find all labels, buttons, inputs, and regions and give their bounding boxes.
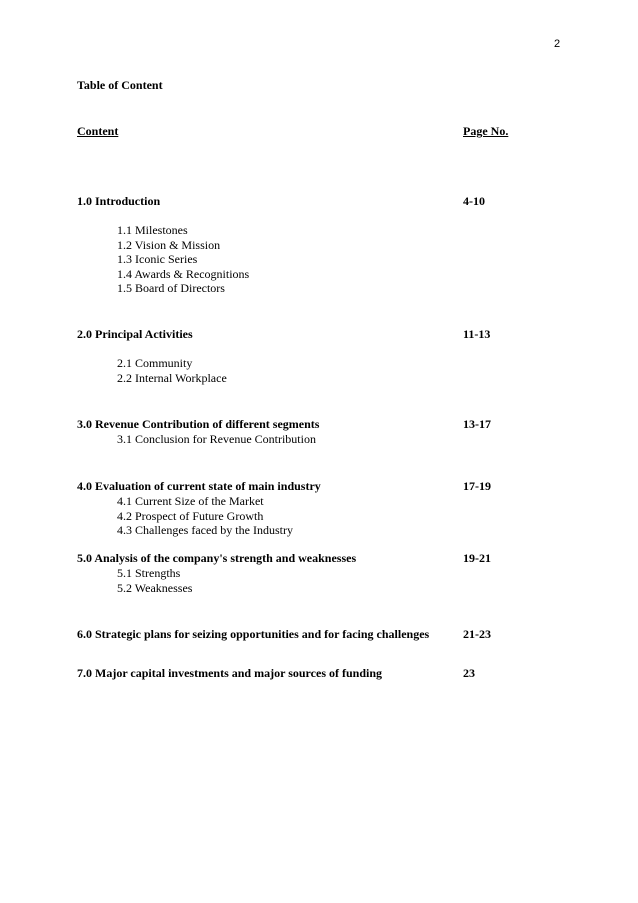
section-heading: 6.0 Strategic plans for seizing opportunities and for facing challenges [77, 627, 430, 641]
section-pages: 13-17 [463, 417, 491, 431]
subsection-item: 3.1 Conclusion for Revenue Contribution [117, 432, 316, 446]
toc-section-1 [77, 194, 547, 296]
subsection-item: 4.2 Prospect of Future Growth [117, 508, 264, 523]
section-heading: 5.0 Analysis of the company's strength and weaknesses [77, 551, 357, 565]
subsection-item: 5.1 Strengths [117, 566, 181, 580]
toc-section-3 [77, 417, 547, 447]
section-heading: 3.0 Revenue Contribution of different segments [77, 417, 320, 431]
subsection-item: 1.2 Vision & Mission [117, 237, 221, 252]
subsection-item: 2.1 Community [117, 356, 193, 370]
subsection-list [77, 432, 547, 447]
page-number: 2 [554, 38, 561, 50]
section-pages: 23 [463, 666, 475, 680]
subsection-list [77, 223, 547, 296]
subsection-list [77, 356, 547, 385]
section-heading: 1.0 Introduction [77, 194, 161, 208]
subsection-list [77, 494, 547, 538]
subsection-item: 4.1 Current Size of the Market [117, 494, 264, 508]
section-heading: 7.0 Major capital investments and major sources of funding [77, 666, 383, 680]
subsection-item: 1.1 Milestones [117, 223, 188, 237]
toc-title: Table of Content [77, 78, 163, 92]
toc-section-6 [77, 627, 547, 642]
subsection-item: 5.2 Weaknesses [117, 580, 193, 595]
section-pages: 21-23 [463, 627, 491, 641]
section-pages: 17-19 [463, 479, 491, 493]
toc-section-7 [77, 666, 547, 681]
section-pages: 4-10 [463, 194, 485, 208]
section-pages: 11-13 [463, 327, 491, 341]
toc-section-2 [77, 327, 547, 385]
subsection-item: 4.3 Challenges faced by the Industry [117, 523, 293, 537]
content-column-heading: Content [77, 124, 119, 138]
page-number-column-heading: Page No. [463, 124, 509, 138]
toc-section-4 [77, 479, 547, 538]
section-heading: 4.0 Evaluation of current state of main industry [77, 479, 321, 493]
subsection-item: 2.2 Internal Workplace [117, 370, 227, 385]
subsection-item: 1.5 Board of Directors [117, 281, 225, 295]
subsection-item: 1.4 Awards & Recognitions [117, 266, 250, 281]
subsection-list [77, 566, 547, 595]
toc-section-5 [77, 551, 547, 595]
section-heading: 2.0 Principal Activities [77, 327, 193, 341]
subsection-item: 1.3 Iconic Series [117, 252, 198, 266]
section-pages: 19-21 [463, 551, 491, 565]
